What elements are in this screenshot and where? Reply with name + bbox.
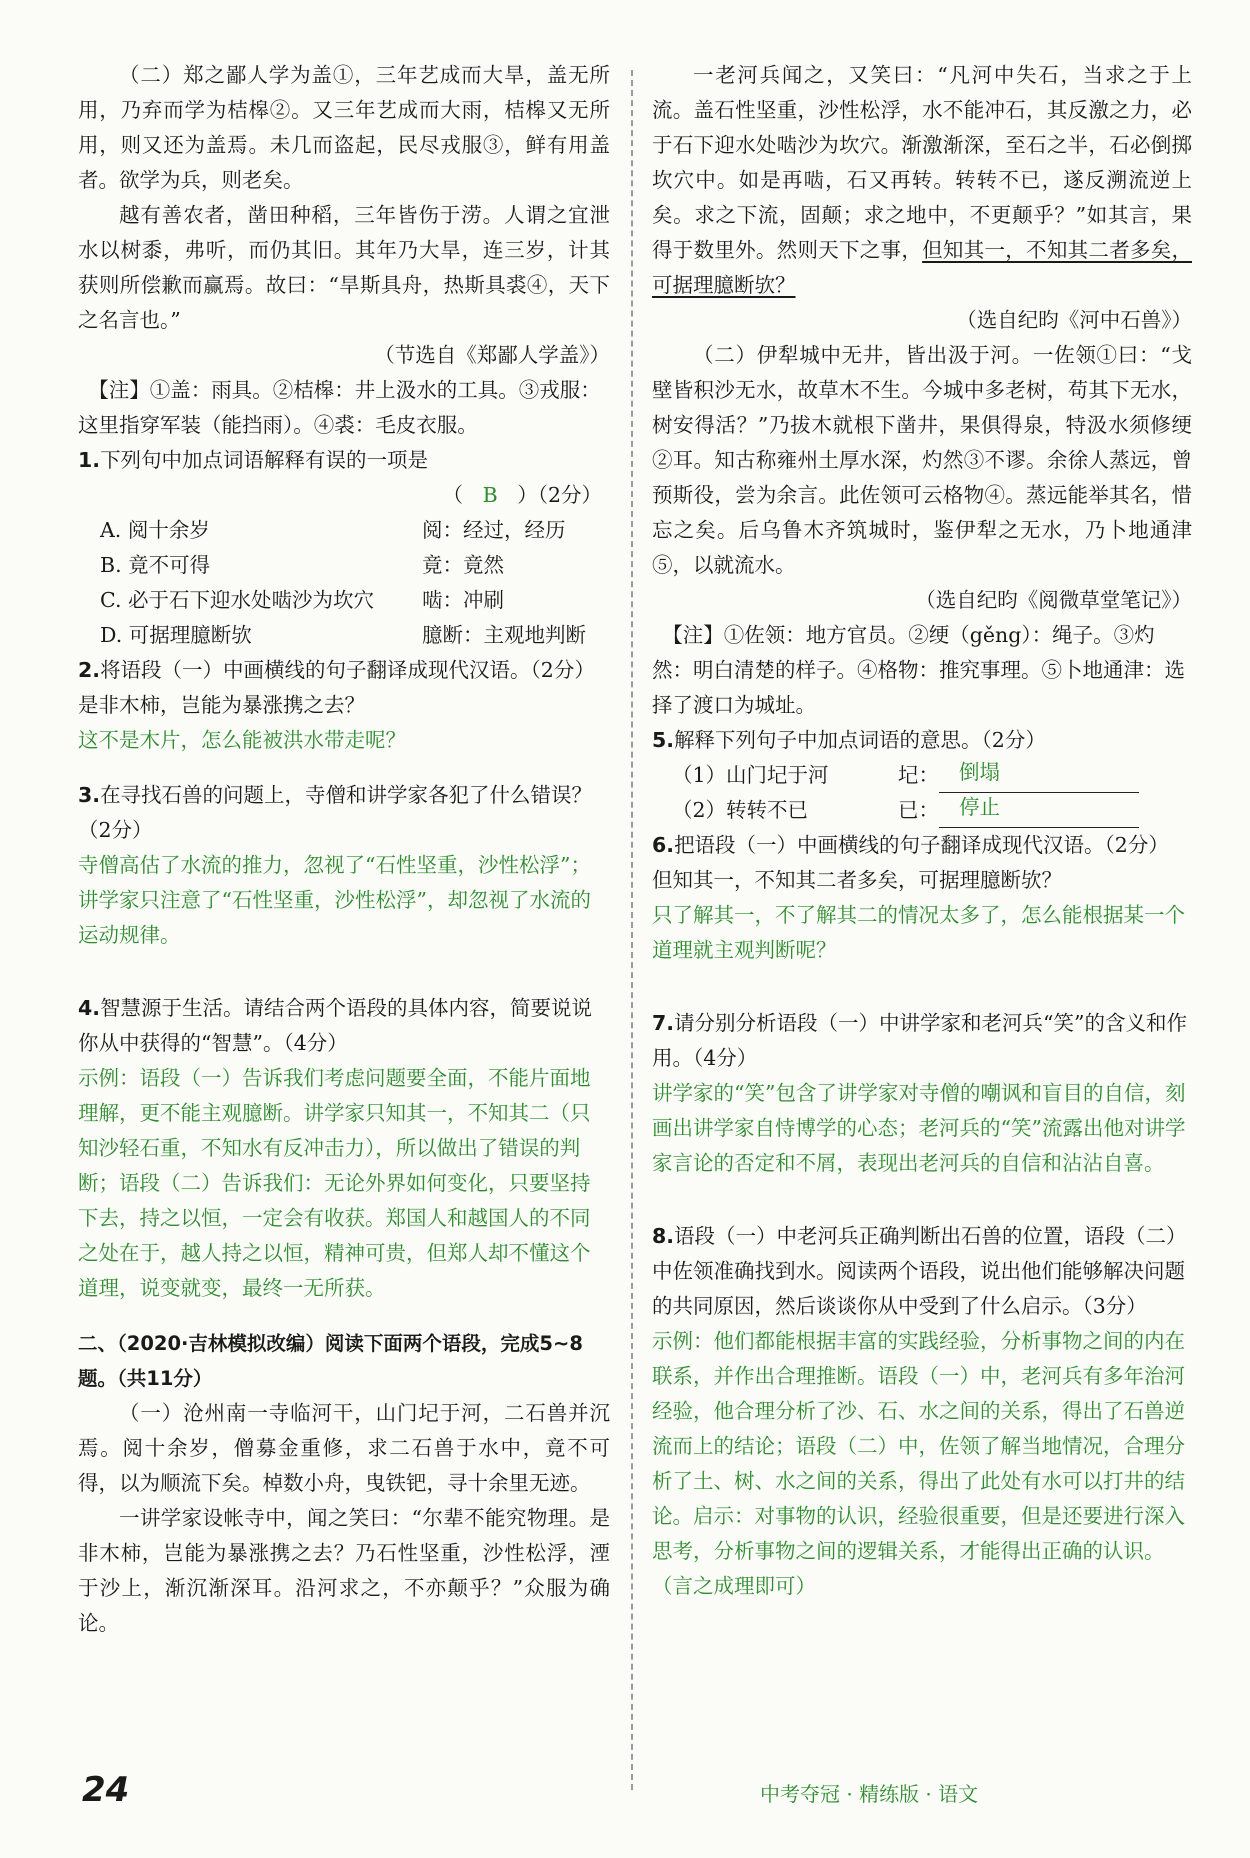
page-number: 24: [82, 1770, 130, 1810]
underlined-sentence: 但知其一，不知其二者多矣，可据理臆断欤？: [652, 238, 1192, 297]
passage-old-soldier: [652, 58, 1192, 303]
source-citation: （节选自《郑鄙人学盖》）: [374, 343, 610, 367]
question-number: 5.: [652, 728, 675, 752]
question-number: 4.: [78, 996, 101, 1020]
option-gloss: 竟：竟然: [422, 553, 504, 577]
quoted-sentence: 但知其一，不知其二者多矣，可据理臆断欤？: [652, 868, 1062, 892]
section-heading: 二、（2020·吉林模拟改编）阅读下面两个语段，完成5~8题。（共11分）: [78, 1332, 583, 1390]
option-c: [78, 583, 610, 618]
right-column: [652, 58, 1192, 1604]
question-number: 6.: [652, 833, 675, 857]
question-number: 1.: [78, 448, 101, 472]
source-citation: （选自纪昀《阅微草堂笔记》）: [915, 588, 1192, 612]
question-text: 智慧源于生活。请结合两个语段的具体内容，简要说说你从中获得的“智慧”。（4分）: [78, 996, 593, 1055]
answer-text: 只了解其一，不了解其二的情况太多了，怎么能根据某一个道理就主观判断呢？: [652, 903, 1185, 962]
answer-text: 讲学家的“笑”包含了讲学家对寺僧的嘲讽和盲目的自信，刻画出讲学家自恃博学的心态；老河兵的“笑”流露出他对讲学家言论的否定和不屑，表现出老河兵的自信和沾沾自喜。: [652, 1081, 1186, 1175]
question-number: 2.: [78, 658, 101, 682]
answer-text: 示例：语段（一）告诉我们考虑问题要全面，不能片面地理解，更不能主观臆断。讲学家只知其一，不知其二（只知沙轻石重，不知水有反冲击力），所以做出了错误的判断；语段（二）告诉我们：无论外界如何变化，只要坚持下去，持之以恒，一定会有收获。郑国人和越国人的不同之处在于，越人持之以恒，精神可贵，但郑人却不懂这个道理，说变就变，最终一无所获。: [78, 1066, 591, 1300]
source-citation: （选自纪昀《河中石兽》）: [956, 308, 1192, 332]
option-a: [78, 513, 610, 548]
left-column: [78, 58, 610, 1641]
answer-text: 这不是木片，怎么能被洪水带走呢？: [78, 728, 406, 752]
choice-answer: B: [482, 483, 498, 507]
spacer: [78, 758, 610, 778]
question-number: 8.: [652, 1224, 675, 1248]
fill-sentence: （2）转转不已: [672, 798, 809, 822]
answer-bracket: [78, 478, 610, 513]
passage-yue: 越有善农者，凿田种稻，三年皆伤于涝。人谓之宜泄水以树黍，弗听，而仍其旧。其年乃大旱，连三岁，计其获则所偿歉而赢焉。故曰：“旱斯具舟，热斯具裘④，天下之名言也。”: [78, 203, 610, 332]
question-number: 7.: [652, 1011, 675, 1035]
option-d: [78, 618, 610, 653]
question-text: 语段（一）中老河兵正确判断出石兽的位置，语段（二）中佐领准确找到水。阅读两个语段，说出他们能够解决问题的共同原因，然后谈谈你从中受到了什么启示。（3分）: [652, 1224, 1187, 1318]
question-text: 把语段（一）中画横线的句子翻译成现代汉语。（2分）: [674, 833, 1169, 857]
passage-scholar: 一讲学家设帐寺中，闻之笑曰：“尔辈不能究物理。是非木柿，岂能为暴涨携之去？乃石性坚重，沙性松浮，湮于沙上，渐沉渐深耳。沿河求之，不亦颠乎？”众服为确论。: [78, 1506, 610, 1635]
option-b: [78, 548, 610, 583]
option-text: A. 阅十余岁: [100, 518, 210, 542]
question-5: [652, 723, 1192, 758]
option-gloss: 阅：经过，经历: [422, 518, 566, 542]
bracket-open: （: [442, 483, 463, 507]
question-text: 在寻找石兽的问题上，寺僧和讲学家各犯了什么错误？（2分）: [78, 783, 593, 842]
quoted-sentence: 是非木柿，岂能为暴涨携之去？: [78, 693, 365, 717]
question-text: 下列句中加点词语解释有误的一项是: [100, 448, 429, 472]
option-text: C. 必于石下迎水处啮沙为坎穴: [100, 588, 374, 612]
passage-text: 一老河兵闻之，又笑曰：“凡河中失石，当求之于上流。盖石性坚重，沙性松浮，水不能冲石，其反激之力，必于石下迎水处啮沙为坎穴。渐激渐深，至石之半，石必倒掷坎穴中。如是再啮，石又再转。转转不已，遂反溯流逆上矣。求之下流，固颠；求之地中，不更颠乎？”如其言，果得于数里外。然则天下之事，: [652, 63, 1192, 262]
fill-answer: 停止: [939, 793, 1139, 828]
book-title: 中考夺冠 · 精练版 · 语文: [760, 1782, 979, 1806]
question-4: [78, 991, 610, 1061]
passage-stone-beasts: （一）沧州南一寺临河干，山门圮于河，二石兽并沉焉。阅十余岁，僧募金重修，求二石兽于水中，竟不可得，以为顺流下矣。棹数小舟，曳铁钯，寻十余里无迹。: [78, 1401, 610, 1495]
annotation-note: 【注】①盖：雨具。②桔槔：井上汲水的工具。③戎服：这里指穿军装（能挡雨）。④裘：毛皮衣服。: [78, 378, 601, 437]
spacer: [78, 1306, 610, 1326]
question-1: [78, 443, 610, 478]
answer-text: 寺僧高估了水流的推力，忽视了“石性坚重，沙性松浮”；讲学家只注意了“石性坚重，沙性松浮”，却忽视了水流的运动规律。: [78, 853, 591, 947]
spacer: [652, 968, 1192, 1006]
question-text: 将语段（一）中画横线的句子翻译成现代汉语。（2分）: [100, 658, 595, 682]
passage-yili: （二）伊犁城中无井，皆出汲于河。一佐领①曰：“戈壁皆积沙无水，故草木不生。今城中多老树，苟其下无水，树安得活？”乃拔木就根下凿井，果俱得泉，特汲水须修绠②耳。知古称雍州土厚水深，灼然③不谬。余徐人蒸远，曾预斯役，尝为余言。此佐领可云格物④。蒸远能举其名，惜忘之矣。后乌鲁木齐筑城时，鉴伊犁之无水，乃卜地通津⑤，以就流水。: [652, 343, 1192, 577]
option-gloss: 臆断：主观地判断: [422, 623, 586, 647]
question-number: 3.: [78, 783, 101, 807]
fill-key: 已：: [898, 798, 939, 822]
option-gloss: 啮：冲刷: [422, 588, 504, 612]
option-text: B. 竟不可得: [100, 553, 211, 577]
bracket-close: ）（2分）: [517, 483, 602, 507]
annotation-note: 【注】①佐领：地方官员。②绠（gěng）：绳子。③灼然：明白清楚的样子。④格物：推究事理。⑤卜地通津：选择了渡口为城址。: [652, 623, 1185, 717]
option-text: D. 可据理臆断欤: [100, 623, 252, 647]
spacer: [78, 953, 610, 991]
question-text: 请分别分析语段（一）中讲学家和老河兵“笑”的含义和作用。（4分）: [652, 1011, 1188, 1070]
question-8: [652, 1219, 1192, 1324]
fill-item-1: [652, 758, 1192, 793]
question-3: [78, 778, 610, 848]
fill-key: 圮：: [898, 763, 939, 787]
question-2: [78, 653, 610, 688]
spacer: [652, 1181, 1192, 1219]
fill-sentence: （1）山门圮于河: [672, 763, 829, 787]
passage-zheng: （二）郑之鄙人学为盖①，三年艺成而大旱，盖无所用，乃弃而学为桔槔②。又三年艺成而大雨，桔槔又无所用，则又还为盖焉。未几而盗起，民尽戎服③，鲜有用盖者。欲学为兵，则老矣。: [78, 63, 610, 192]
fill-answer: 倒塌: [939, 758, 1139, 793]
fill-item-2: [652, 793, 1192, 828]
question-7: [652, 1006, 1192, 1076]
answer-text: 示例：他们都能根据丰富的实践经验，分析事物之间的内在联系，并作出合理推断。语段（一）中，老河兵有多年治河经验，他合理分析了沙、石、水之间的关系，得出了石兽逆流而上的结论；语段（二）中，佐领了解当地情况，合理分析了土、树、水之间的关系，得出了此处有水可以打井的结论。启示：对事物的认识，经验很重要，但是还要进行深入思考，分析事物之间的逻辑关系，才能得出正确的认识。（言之成理即可）: [652, 1329, 1185, 1598]
column-divider: [631, 70, 633, 1790]
question-text: 解释下列句子中加点词语的意思。（2分）: [674, 728, 1046, 752]
question-6: [652, 828, 1192, 863]
